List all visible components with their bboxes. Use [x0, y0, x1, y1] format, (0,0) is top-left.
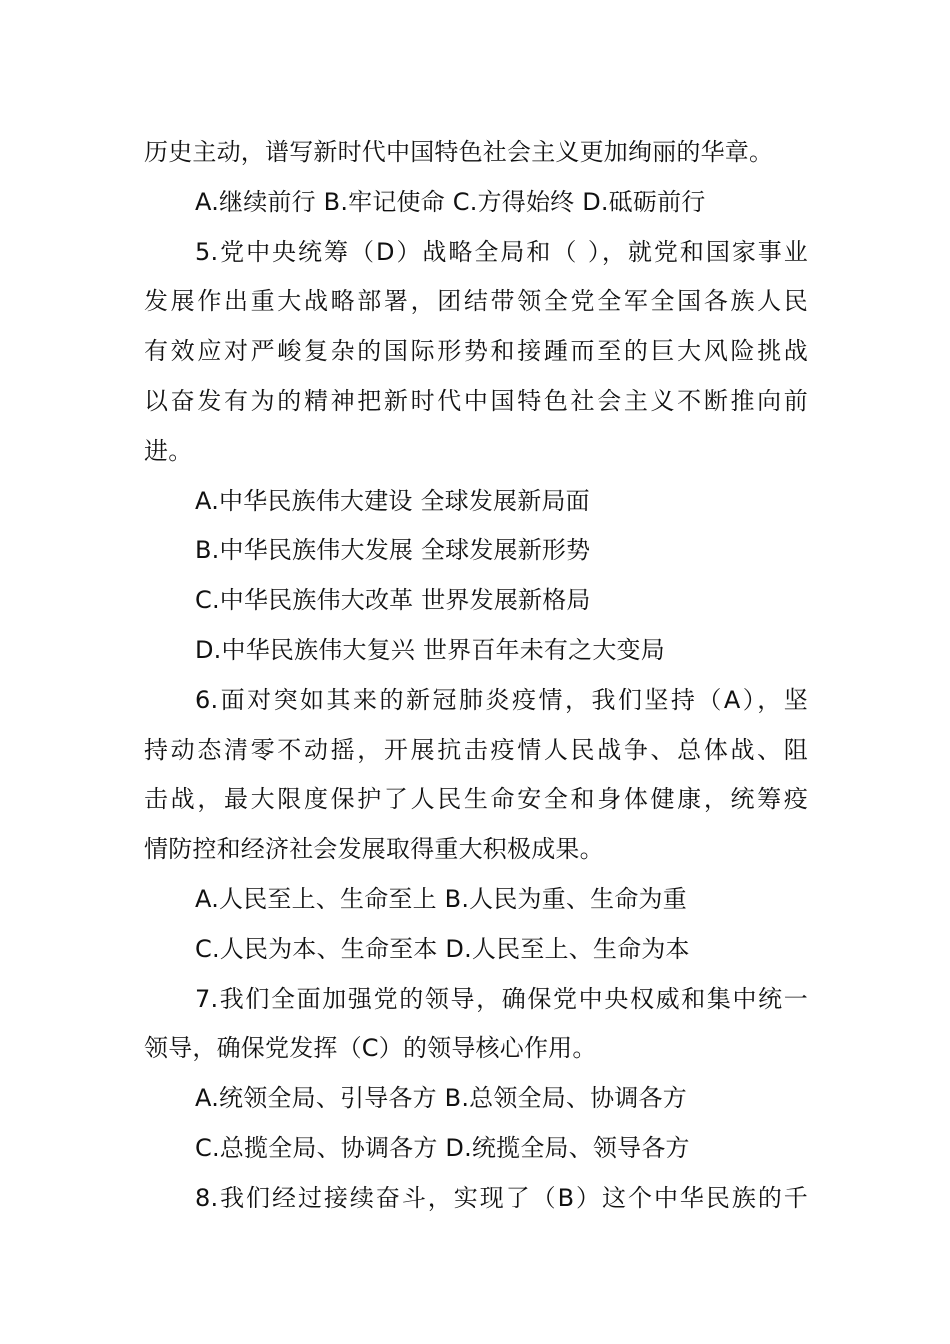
text-line: 进。	[144, 436, 193, 465]
question-7-line: 7.我们全面加强党的领导，确保党中央权威和集中统一	[195, 984, 808, 1013]
text-line: 击战，最大限度保护了人民生命安全和身体健康，统筹疫	[144, 785, 808, 814]
text-line: 领导，确保党发挥（C）的领导核心作用。	[144, 1034, 597, 1063]
option-line: A.继续前行 B.牢记使命 C.方得始终 D.砥砺前行	[195, 187, 706, 216]
text-line: 以奋发有为的精神把新时代中国特色社会主义不断推向前	[144, 386, 808, 415]
option-line: C.人民为本、生命至本 D.人民至上、生命为本	[195, 934, 690, 963]
option-line: A.中华民族伟大建设 全球发展新局面	[195, 486, 590, 515]
option-line: B.中华民族伟大发展 全球发展新形势	[195, 536, 591, 565]
option-line: A.统领全局、引导各方 B.总领全局、协调各方	[195, 1084, 687, 1113]
question-5-line: 5.党中央统筹（D）战略全局和（ ），就党和国家事业	[195, 237, 808, 266]
option-line: A.人民至上、生命至上 B.人民为重、生命为重	[195, 884, 687, 913]
document-body	[144, 128, 808, 1224]
option-line: C.总揽全局、协调各方 D.统揽全局、领导各方	[195, 1133, 690, 1162]
option-line: D.中华民族伟大复兴 世界百年未有之大变局	[195, 635, 665, 664]
option-line: C.中华民族伟大改革 世界发展新格局	[195, 586, 591, 615]
text-line: 历史主动，谱写新时代中国特色社会主义更加绚丽的华章。	[144, 138, 774, 166]
question-6-line: 6.面对突如其来的新冠肺炎疫情，我们坚持（A），坚	[195, 685, 808, 714]
text-line: 情防控和经济社会发展取得重大积极成果。	[144, 835, 604, 864]
text-line: 有效应对严峻复杂的国际形势和接踵而至的巨大风险挑战	[144, 337, 808, 366]
text-line: 发展作出重大战略部署，团结带领全党全军全国各族人民	[144, 287, 808, 316]
text-line: 持动态清零不动摇，开展抗击疫情人民战争、总体战、阻	[144, 735, 808, 764]
question-8-line: 8.我们经过接续奋斗，实现了（B）这个中华民族的千	[195, 1183, 808, 1212]
